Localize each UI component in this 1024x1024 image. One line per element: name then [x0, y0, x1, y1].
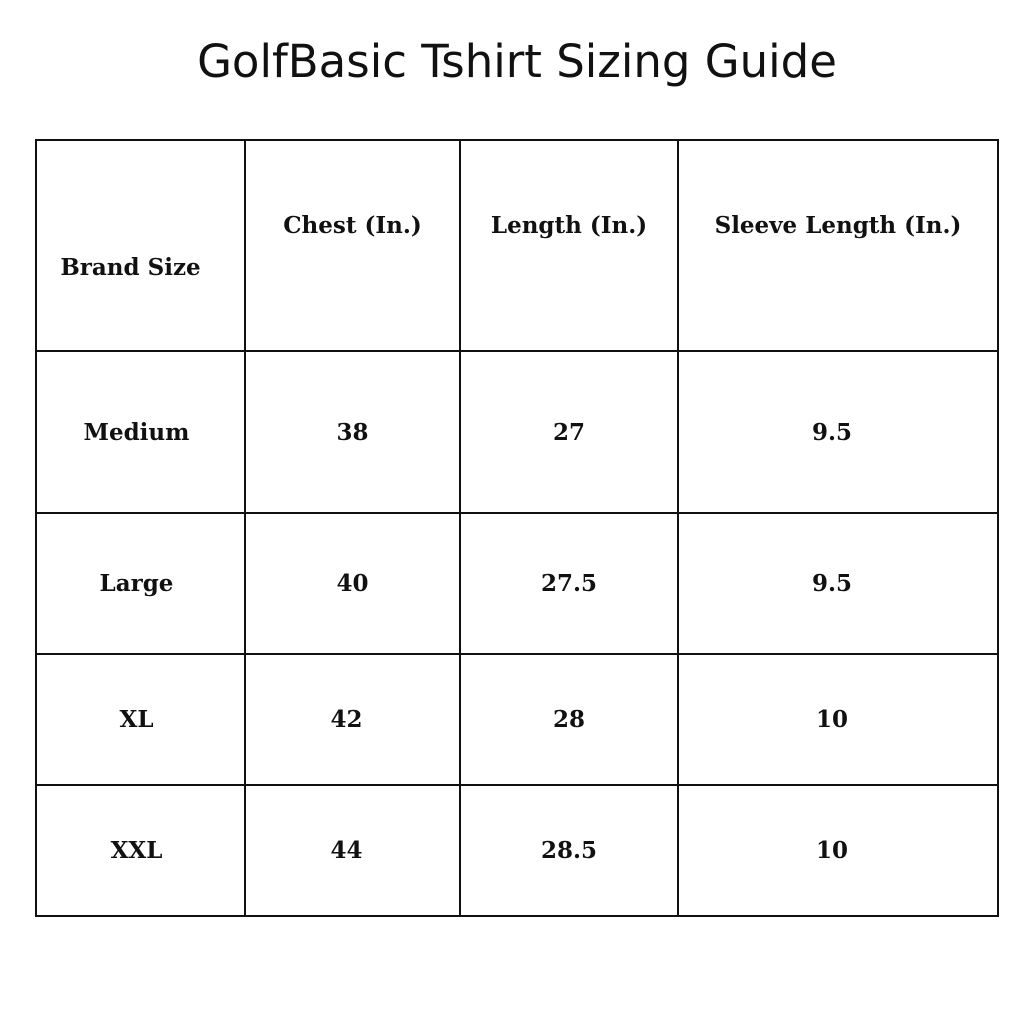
chest-cell: 42: [245, 654, 460, 785]
size-cell: Large: [36, 513, 245, 654]
sizing-table: [35, 139, 999, 917]
table-row: [36, 513, 998, 654]
header-brand-size: Brand Size: [36, 140, 245, 351]
sleeve-length-cell: 10: [678, 654, 998, 785]
table-row: [36, 785, 998, 916]
length-cell: 28.5: [460, 785, 678, 916]
size-cell: Medium: [36, 351, 245, 513]
page-title: GolfBasic Tshirt Sizing Guide: [197, 35, 837, 88]
chest-cell: 44: [245, 785, 460, 916]
chest-cell: 38: [245, 351, 460, 513]
header-sleeve-length: Sleeve Length (In.): [678, 140, 998, 351]
header-chest: Chest (In.): [245, 140, 460, 351]
header-length: Length (In.): [460, 140, 678, 351]
table-header-row: [36, 140, 998, 351]
size-cell: XL: [36, 654, 245, 785]
chest-cell: 40: [245, 513, 460, 654]
length-cell: 28: [460, 654, 678, 785]
table-row: [36, 351, 998, 513]
size-cell: XXL: [36, 785, 245, 916]
sleeve-length-cell: 9.5: [678, 351, 998, 513]
length-cell: 27: [460, 351, 678, 513]
table-row: [36, 654, 998, 785]
length-cell: 27.5: [460, 513, 678, 654]
sleeve-length-cell: 10: [678, 785, 998, 916]
sleeve-length-cell: 9.5: [678, 513, 998, 654]
